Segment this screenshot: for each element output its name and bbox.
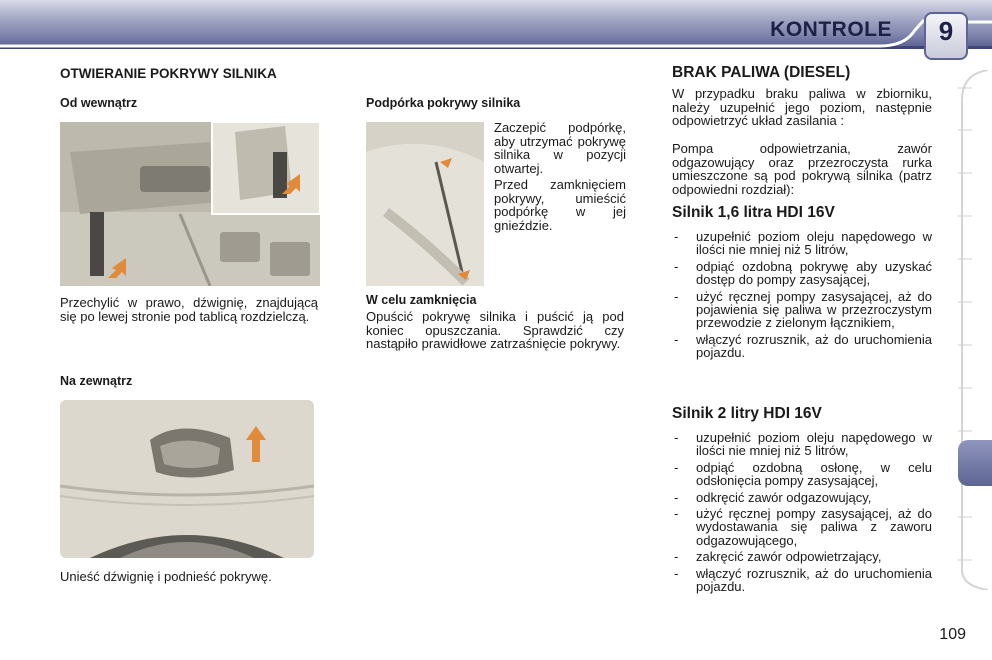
fuel-intro-2: Pompa odpowietrzania, zawór odgazowujący oraz przezroczysta rurka umieszczone są pod pokrywą silnika (patrz odpowiedni rozdział): (672, 141, 932, 197)
caption-outside: Unieść dźwignię i podnieść pokrywę. (60, 569, 272, 584)
list-item: - włączyć rozrusznik, aż do uruchomienia pojazdu. (674, 565, 932, 595)
heading-outside: Na zewnątrz (60, 374, 133, 388)
list-item: - odkręcić zawór odgazowujący, (674, 489, 872, 505)
side-tab-strip (958, 70, 992, 590)
list-item: - uzupełnić poziom oleju napędowego w ilości nie mniej niż 5 litrów, (674, 229, 932, 258)
engine-2-0-steps (672, 431, 932, 596)
engine-1-6-steps (672, 230, 932, 363)
side-tab-active[interactable] (958, 440, 992, 486)
heading-engine-1-6: Silnik 1,6 litra HDI 16V (672, 204, 835, 221)
caption-inside: Przechylić w prawo, dźwignię, znajdującą się po lewej stronie pod tablicą rozdzielczą. (60, 295, 318, 324)
list-item: - użyć ręcznej pompy zasysającej, aż do pojawienia się paliwa w przezroczystym przewodzie z zielonym łącznikiem, (674, 288, 932, 331)
section-title-fuel: BRAK PALIWA (DIESEL) (672, 64, 851, 81)
heading-closing: W celu zamknięcia (366, 293, 477, 307)
list-item: - uzupełnić poziom oleju napędowego w ilości nie mniej niż 5 litrów, (674, 430, 932, 459)
chapter-title: KONTROLE (770, 18, 892, 41)
closing-text: Opuścić pokrywę silnika i puścić ją pod koniec opuszczania. Sprawdzić czy nastąpiło prawidłowe zatrzaśnięcie pokrywy. (366, 309, 624, 352)
prop-text-2: Przed zamknięciem pokrywy, umieścić podpórkę w jej gnieździe. (494, 177, 626, 233)
heading-engine-2-0: Silnik 2 litry HDI 16V (672, 405, 822, 422)
figure-exterior-latch (60, 400, 314, 558)
chapter-number: 9 (938, 16, 954, 46)
figure-bonnet-prop (366, 122, 484, 286)
section-title-bonnet: OTWIERANIE POKRYWY SILNIKA (60, 66, 277, 81)
heading-prop: Podpórka pokrywy silnika (366, 96, 521, 110)
heading-inside: Od wewnątrz (60, 96, 138, 110)
list-item: - włączyć rozrusznik, aż do uruchomienia pojazdu. (674, 331, 932, 361)
list-item: - użyć ręcznej pompy zasysającej, aż do wydostawania się paliwa z zaworu odgazowującego, (674, 506, 932, 548)
prop-text-1: Zaczepić podpórkę, aby utrzymać pokrywę silnika w pozycji otwartej. (494, 120, 626, 176)
list-item: - odpiąć ozdobną osłonę, w celu odsłonięcia pompy zasysającej, (674, 459, 932, 489)
page-number: 109 (939, 626, 966, 643)
list-item: - odpiąć ozdobną pokrywę aby uzyskać dostęp do pompy zasysającej, (674, 258, 932, 288)
fuel-intro-1: W przypadku braku paliwa w zbiorniku, należy uzupełnić jego poziom, następnie odpowietrzyć układ zasilania : (672, 86, 932, 129)
list-item: - zakręcić zawór odpowietrzający, (674, 549, 882, 565)
figure-interior-lever (60, 122, 320, 286)
